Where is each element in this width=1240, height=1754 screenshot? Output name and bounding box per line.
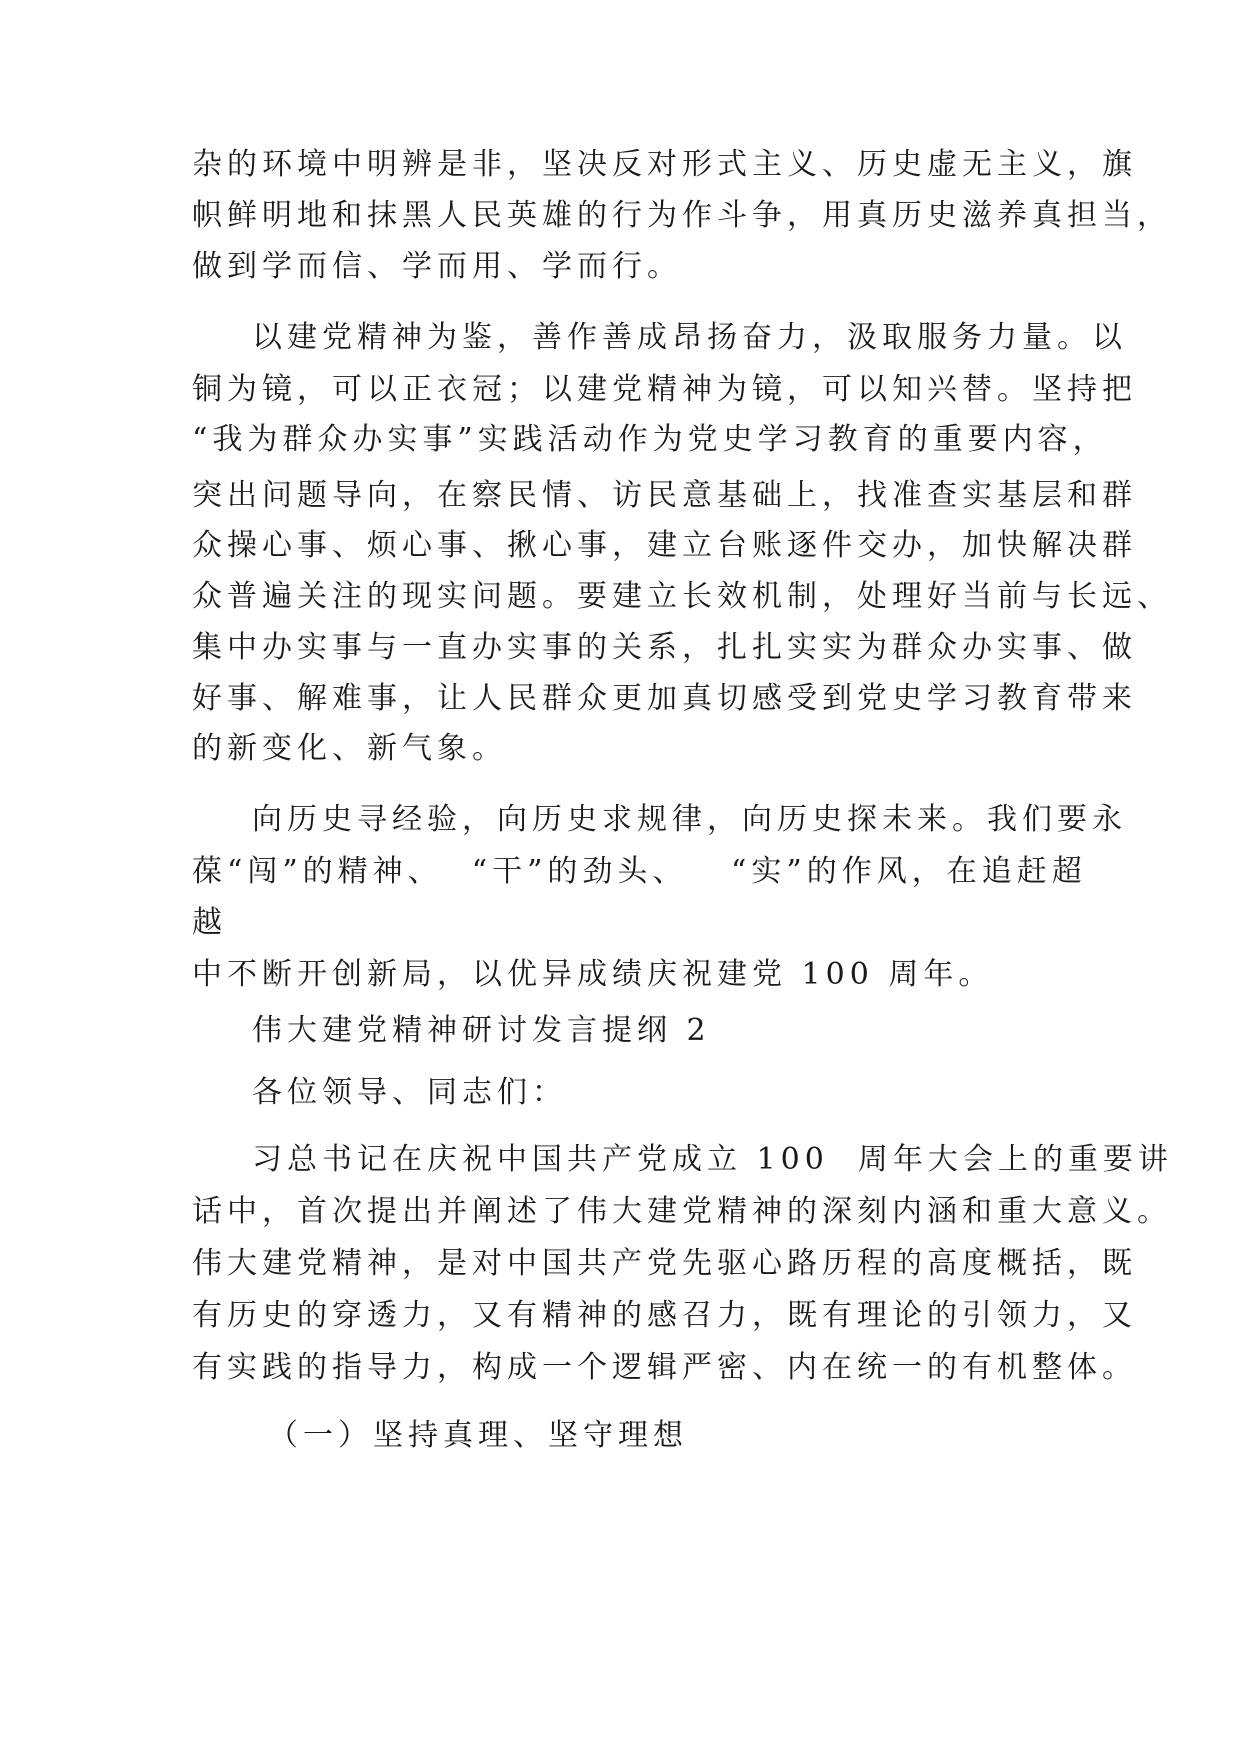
section-title: 伟大建党精神研讨发言提纲 2 — [252, 1013, 711, 1048]
paragraph-line: 中不断开创新局，以优异成绩庆祝建党 100 周年。 — [192, 957, 994, 992]
paragraph-line: 的新变化、新气象。 — [192, 731, 507, 766]
paragraph-line: 向历史寻经验，向历史求规律，向历史探未来。我们要永 — [252, 802, 1127, 837]
paragraph-line: 以建党精神为鉴，善作善成昂扬奋力，汲取服务力量。以 — [252, 320, 1127, 355]
salutation: 各位领导、同志们： — [252, 1075, 567, 1110]
paragraph-line: 习总书记在庆祝中国共产党成立 100 周年大会上的重要讲 — [252, 1142, 1173, 1177]
paragraph-line: 有历史的穿透力，又有精神的感召力，既有理论的引领力，又 — [192, 1298, 1137, 1333]
paragraph-line: 伟大建党精神，是对中国共产党先驱心路历程的高度概括，既 — [192, 1246, 1137, 1281]
paragraph-line: “我为群众办实事”实践活动作为党史学习教育的重要内容， — [192, 422, 1108, 457]
paragraph-line: 铜为镜，可以正衣冠；以建党精神为镜，可以知兴替。坚持把 — [192, 372, 1137, 407]
paragraph-line: 话中，首次提出并阐述了伟大建党精神的深刻内涵和重大意义。 — [192, 1194, 1172, 1229]
paragraph-line: 众操心事、烦心事、揪心事，建立台账逐件交办，加快解决群 — [192, 528, 1137, 563]
paragraph-line: 杂的环境中明辨是非，坚决反对形式主义、历史虚无主义，旗 — [192, 147, 1137, 182]
paragraph-line: 越 — [192, 905, 227, 940]
paragraph-line: 葆“闯”的精神、 “干”的劲头、 “实”的作风，在追赶超 — [192, 854, 1087, 889]
paragraph-line: 做到学而信、学而用、学而行。 — [192, 249, 682, 284]
paragraph-line: 好事、解难事，让人民群众更加真切感受到党史学习教育带来 — [192, 681, 1137, 716]
paragraph-line: 众普遍关注的现实问题。要建立长效机制，处理好当前与长远、 — [192, 579, 1172, 614]
paragraph-line: 突出问题导向，在察民情、访民意基础上，找准查实基层和群 — [192, 478, 1137, 513]
paragraph-line: 有实践的指导力，构成一个逻辑严密、内在统一的有机整体。 — [192, 1350, 1137, 1385]
subsection-heading: （一）坚持真理、坚守理想 — [268, 1418, 688, 1453]
paragraph-line: 帜鲜明地和抹黑人民英雄的行为作斗争，用真历史滋养真担当， — [192, 198, 1172, 233]
paragraph-line: 集中办实事与一直办实事的关系，扎扎实实为群众办实事、做 — [192, 630, 1137, 665]
